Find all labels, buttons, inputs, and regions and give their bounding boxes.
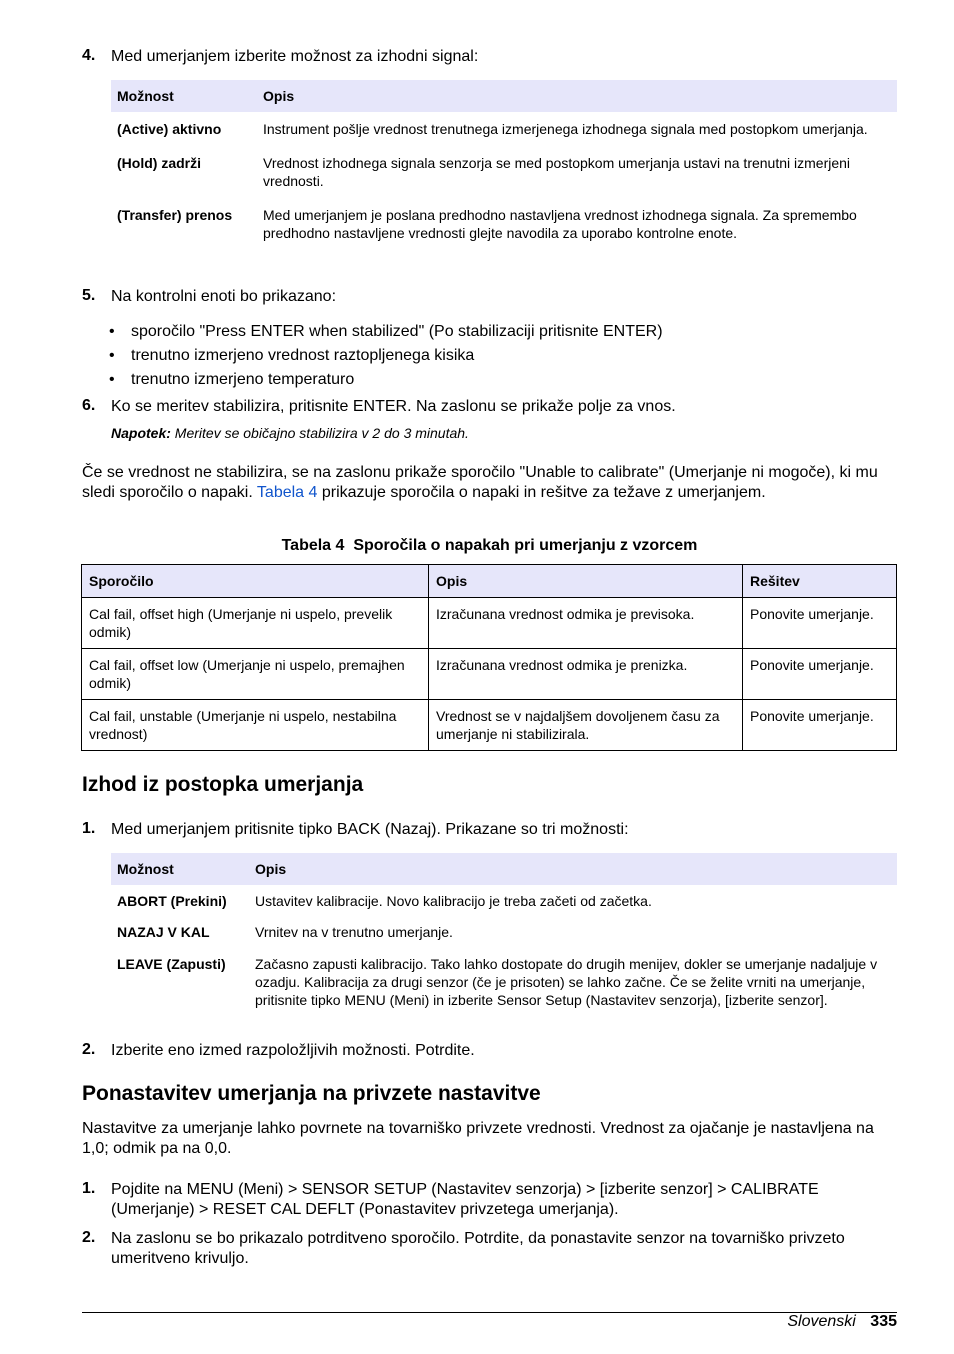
table-row (82, 649, 897, 700)
footer-divider (82, 1312, 897, 1313)
table-row (111, 200, 897, 248)
table-cell: Vrednost se v najdaljšem dovoljenem času za umerjanje ni stabilizirala. (429, 700, 743, 751)
option-description: Vrednost izhodnega signala senzorja se med postopkom umerjanja ustavi na trenutni izmerjeni vrednosti. (263, 155, 851, 189)
intro-paragraph (82, 463, 897, 503)
step-5-text: Na kontrolni enoti bo prikazano: (111, 288, 337, 305)
list-item (109, 322, 891, 342)
table-header: Opis (429, 565, 743, 598)
option-description: Instrument pošlje vrednost trenutnega izmerjenega izhodnega signala med postopkom umerjanja. (263, 121, 868, 137)
table-header: Opis (249, 853, 897, 885)
section-heading-exit: Izhod iz postopka umerjanja (82, 773, 364, 796)
footer (787, 1313, 897, 1331)
step-6-text: Ko se meritev stabilizira, pritisnite ENTER. Na zaslonu se prikaže polje za vnos. (111, 398, 676, 415)
exit-step-2-number: 2. (82, 1041, 96, 1058)
table-cell: Izračunana vrednost odmika je prenizka. (429, 649, 743, 700)
table-cell: Cal fail, unstable (Umerjanje ni uspelo, nestabilna vrednost) (82, 700, 429, 751)
option-description: Začasno zapusti kalibracijo. Tako lahko dostopate do drugih menijev, dokler se umerjanje nadaljuje v ozadju. Kalibracija za drugi senzor (če je prisoten) se lahko začne. Če se želite vrniti na umerjanje, pritisnite tipko MENU (Meni) in izberite Sensor Setup (Nastavitev senzorja), [izberite senzor]. (255, 956, 878, 1008)
bullet-text: trenutno izmerjeno temperaturo (131, 371, 355, 388)
bullet-text: trenutno izmerjeno vrednost raztopljenega kisika (131, 347, 475, 364)
table-header: Opis (257, 80, 897, 112)
error-messages-table (81, 564, 897, 751)
step-4-number: 4. (82, 47, 96, 64)
exit-step-1-text: Med umerjanjem pritisnite tipko BACK (Nazaj). Prikazane so tri možnosti: (111, 821, 629, 838)
bullet-marker: • (109, 323, 115, 340)
option-label: (Hold) zadrži (117, 155, 201, 171)
list-item (109, 346, 891, 366)
table-header: Možnost (111, 853, 249, 885)
reset-step-2-text: Na zaslonu se bo prikazalo potrditveno sporočilo. Potrdite, da ponastavite senzor na tovarniško privzeto umeritveno krivuljo. (111, 1230, 845, 1267)
step-4-text: Med umerjanjem izberite možnost za izhodni signal: (111, 48, 479, 65)
step-5-number: 5. (82, 287, 96, 304)
reset-step-1-number: 1. (82, 1180, 96, 1197)
option-description: Vrnitev na v trenutno umerjanje. (255, 924, 453, 940)
step-6-number: 6. (82, 397, 96, 414)
option-label: NAZAJ V KAL (117, 924, 210, 940)
output-signal-options-table (111, 80, 897, 248)
reset-step-1-text: Pojdite na MENU (Meni) > SENSOR SETUP (Nastavitev senzorja) > [izberite senzor] > CALIBRATE (Umerjanje) > RESET CAL DEFLT (Ponastavitev privzetega umerjanja). (111, 1181, 819, 1218)
note-text: Meritev se običajno stabilizira v 2 do 3 minutah. (174, 425, 469, 441)
table-cell: Izračunana vrednost odmika je previsoka. (429, 598, 743, 649)
table-cell: Ponovite umerjanje. (743, 700, 897, 751)
option-label: LEAVE (Zapusti) (117, 956, 226, 972)
note-label: Napotek: (111, 425, 171, 441)
table-caption: Tabela 4 Sporočila o napakah pri umerjanju z vzorcem (281, 537, 698, 554)
table-row (111, 949, 897, 1015)
page-number: 335 (870, 1313, 897, 1330)
paragraph-text: prikazuje sporočila o napaki in rešitve za težave z umerjanjem. (321, 484, 766, 501)
table-row (111, 885, 897, 917)
table-cell: Cal fail, offset high (Umerjanje ni uspelo, prevelik odmik) (82, 598, 429, 649)
table-row (82, 598, 897, 649)
option-description: Med umerjanjem je poslana predhodno nastavljena vrednost izhodnega signala. Za spremembo predhodno nastavljene vrednosti glejte navodila za uporabo kontrolne enote. (263, 207, 857, 241)
reset-step-2-number: 2. (82, 1229, 96, 1246)
list-item (109, 370, 891, 390)
table-header: Sporočilo (82, 565, 429, 598)
option-label: (Active) aktivno (117, 121, 222, 137)
bullet-marker: • (109, 371, 115, 388)
exit-step-2-text: Izberite eno izmed razpoložljivih možnosti. Potrdite. (111, 1042, 475, 1059)
footer-language: Slovenski (787, 1313, 856, 1330)
table-header: Rešitev (743, 565, 897, 598)
exit-options-table (111, 853, 897, 1015)
option-label: ABORT (Prekini) (117, 893, 227, 909)
option-label: (Transfer) prenos (117, 207, 233, 223)
table-cell: Ponovite umerjanje. (743, 598, 897, 649)
exit-step-1-number: 1. (82, 820, 96, 837)
note (111, 425, 469, 441)
section-heading-reset: Ponastavitev umerjanja na privzete nastavitve (82, 1082, 541, 1105)
table-cell: Ponovite umerjanje. (743, 649, 897, 700)
bullet-text: sporočilo "Press ENTER when stabilized" (Po stabilizaciji pritisnite ENTER) (131, 323, 663, 340)
table-row (111, 148, 897, 200)
table-row (111, 112, 897, 148)
bullet-marker: • (109, 347, 115, 364)
table-header: Možnost (111, 80, 257, 112)
paragraph-text: Če se vrednost ne stabilizira, se na zaslonu prikaže sporočilo "Unable to calibrate" (Umerjanje ni mogoče), ki mu sledi sporočilo o napaki. (82, 464, 878, 501)
reset-paragraph: Nastavitve za umerjanje lahko povrnete na tovarniško privzete vrednosti. Vrednost za ojačanje je nastavljena na 1,0; odmik pa na 0,0. (82, 1120, 874, 1157)
table-cell: Cal fail, offset low (Umerjanje ni uspelo, premajhen odmik) (82, 649, 429, 700)
table-row (82, 700, 897, 751)
table-4-link[interactable]: Tabela 4 (256, 484, 318, 501)
option-description: Ustavitev kalibracije. Novo kalibracijo je treba začeti od začetka. (255, 893, 652, 909)
table-row (111, 917, 897, 949)
